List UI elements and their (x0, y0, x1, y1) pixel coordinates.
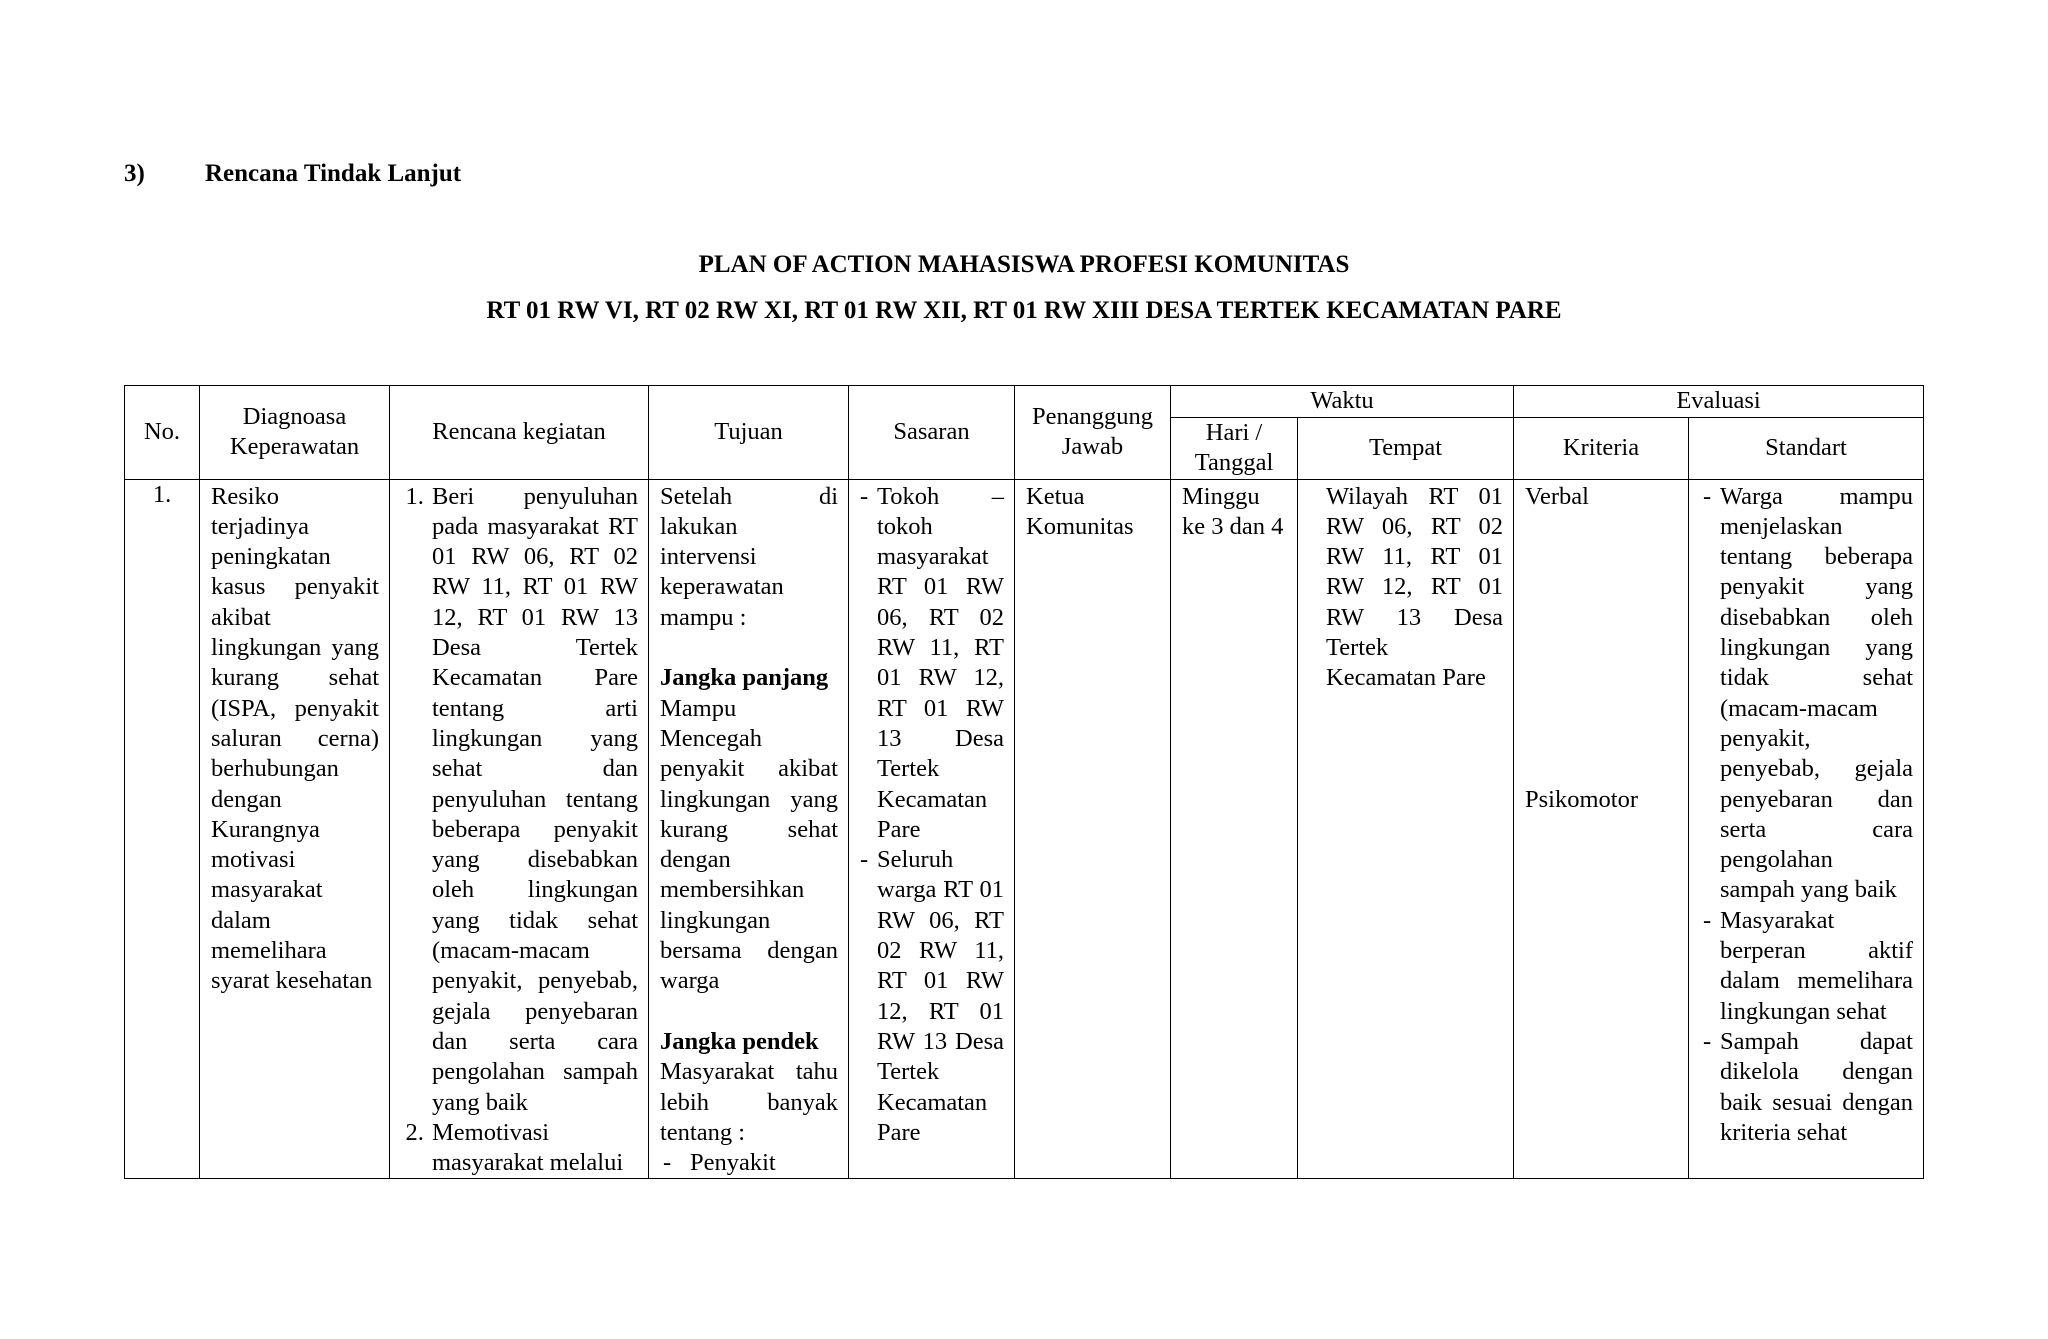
cell-sasaran (849, 479, 1015, 1179)
hari-text: Minggu ke 3 dan 4 (1182, 482, 1284, 540)
cell-standart (1689, 479, 1924, 1179)
standart-item: - Warga mampu menjelaskan tentang beberapa penyakit yang disebabkan oleh lingkungan yang tidak sehat (macam-macam penyakit, penyebab, gejala penyebaran dan serta cara pengolahan sampah yang baik (1701, 482, 1913, 906)
table-row (125, 479, 1924, 1179)
header-no: No. (125, 386, 200, 480)
table-header-row (125, 386, 1924, 418)
cell-diagnosa (200, 479, 390, 1179)
cell-tujuan (649, 479, 849, 1179)
jangka-panjang-text: Mampu Mencegah penyakit akibat lingkungan yang kurang sehat dengan membersihkan lingkungan bersama dengan warga (660, 694, 838, 995)
cell-penanggung-jawab (1015, 479, 1171, 1179)
cell-hari-tanggal (1171, 479, 1298, 1179)
plan-of-action-table (124, 385, 1924, 1179)
header-evaluasi: Evaluasi (1514, 386, 1924, 418)
document-title: PLAN OF ACTION MAHASISWA PROFESI KOMUNITAS (698, 251, 1350, 278)
sasaran-item: - Tokoh – tokoh masyarakat RT 01 RW 06, RT 02 RW 11, RT 01 RW 12, RT 01 RW 13 Desa Tertek Kecamatan Pare (858, 482, 1004, 846)
document-subtitle: RT 01 RW VI, RT 02 RW XI, RT 01 RW XII, RT 01 RW XIII DESA TERTEK KECAMATAN PARE (486, 297, 1562, 324)
header-waktu: Waktu (1171, 386, 1514, 418)
header-standart: Standart (1689, 418, 1924, 480)
kriteria-psikomotor: Psikomotor (1525, 785, 1638, 813)
header-tujuan: Tujuan (649, 386, 849, 480)
standart-list (1701, 482, 1913, 1149)
tujuan-item: - Penyakit (660, 1148, 838, 1178)
tujuan-intro: Setelah di lakukan intervensi keperawatan mampu : (660, 482, 838, 631)
header-sasaran: Sasaran (849, 386, 1015, 480)
section-heading (124, 160, 461, 188)
rencana-list (394, 482, 638, 1179)
tempat-text: Wilayah RT 01 RW 06, RT 02 RW 11, RT 01 RW 12, RT 01 RW 13 Desa Tertek Kecamatan Pare (1326, 482, 1503, 692)
header-kriteria: Kriteria (1514, 418, 1689, 480)
header-tempat: Tempat (1298, 418, 1514, 480)
row-number: 1. (125, 479, 200, 1179)
section-title: Rencana Tindak Lanjut (205, 160, 462, 187)
cell-rencana-kegiatan (390, 479, 649, 1179)
jangka-pendek-text: Masyarakat tahu lebih banyak tentang : (660, 1058, 838, 1146)
sasaran-list (858, 482, 1004, 1149)
tujuan-list (660, 1148, 838, 1178)
jangka-panjang-label: Jangka panjang (660, 664, 829, 692)
header-diagnosa: Diagnoasa Keperawatan (200, 386, 390, 480)
sasaran-item: - Seluruh warga RT 01 RW 06, RT 02 RW 11, RT 01 RW 12, RT 01 RW 13 Desa Tertek Kecamatan Pare (858, 845, 1004, 1148)
jangka-pendek-label: Jangka pendek (660, 1027, 819, 1055)
section-number: 3) (124, 160, 145, 187)
header-rencana-kegiatan: Rencana kegiatan (390, 386, 649, 480)
kriteria-verbal: Verbal (1525, 482, 1589, 510)
cell-tempat (1298, 479, 1514, 1179)
standart-item: - Sampah dapat dikelola dengan baik sesuai dengan kriteria sehat (1701, 1027, 1913, 1148)
penanggung-text: Ketua Komunitas (1026, 482, 1134, 540)
header-penanggung-jawab: Penanggung Jawab (1015, 386, 1171, 480)
standart-item: - Masyarakat berperan aktif dalam memelihara lingkungan sehat (1701, 906, 1913, 1027)
rencana-item: 1. Beri penyuluhan pada masyarakat RT 01 RW 06, RT 02 RW 11, RT 01 RW 12, RT 01 RW 13 Desa Tertek Kecamatan Pare tentang arti lingkungan yang sehat dan penyuluhan tentang beberapa penyakit yang disebabkan oleh lingkungan yang tidak sehat (macam-macam penyakit, penyebab, gejala penyebaran dan serta cara pengolahan sampah yang baik (430, 482, 638, 1118)
diagnosa-text: Resiko terjadinya peningkatan kasus penyakit akibat lingkungan yang kurang sehat (ISPA, penyakit saluran cerna) berhubungan dengan Kurangnya motivasi masyarakat dalam memelihara syarat kesehatan (211, 482, 379, 995)
rencana-item: 2. Memotivasi masyarakat melalui (430, 1118, 638, 1179)
header-hari-tanggal: Hari / Tanggal (1171, 418, 1298, 480)
cell-kriteria (1514, 479, 1689, 1179)
